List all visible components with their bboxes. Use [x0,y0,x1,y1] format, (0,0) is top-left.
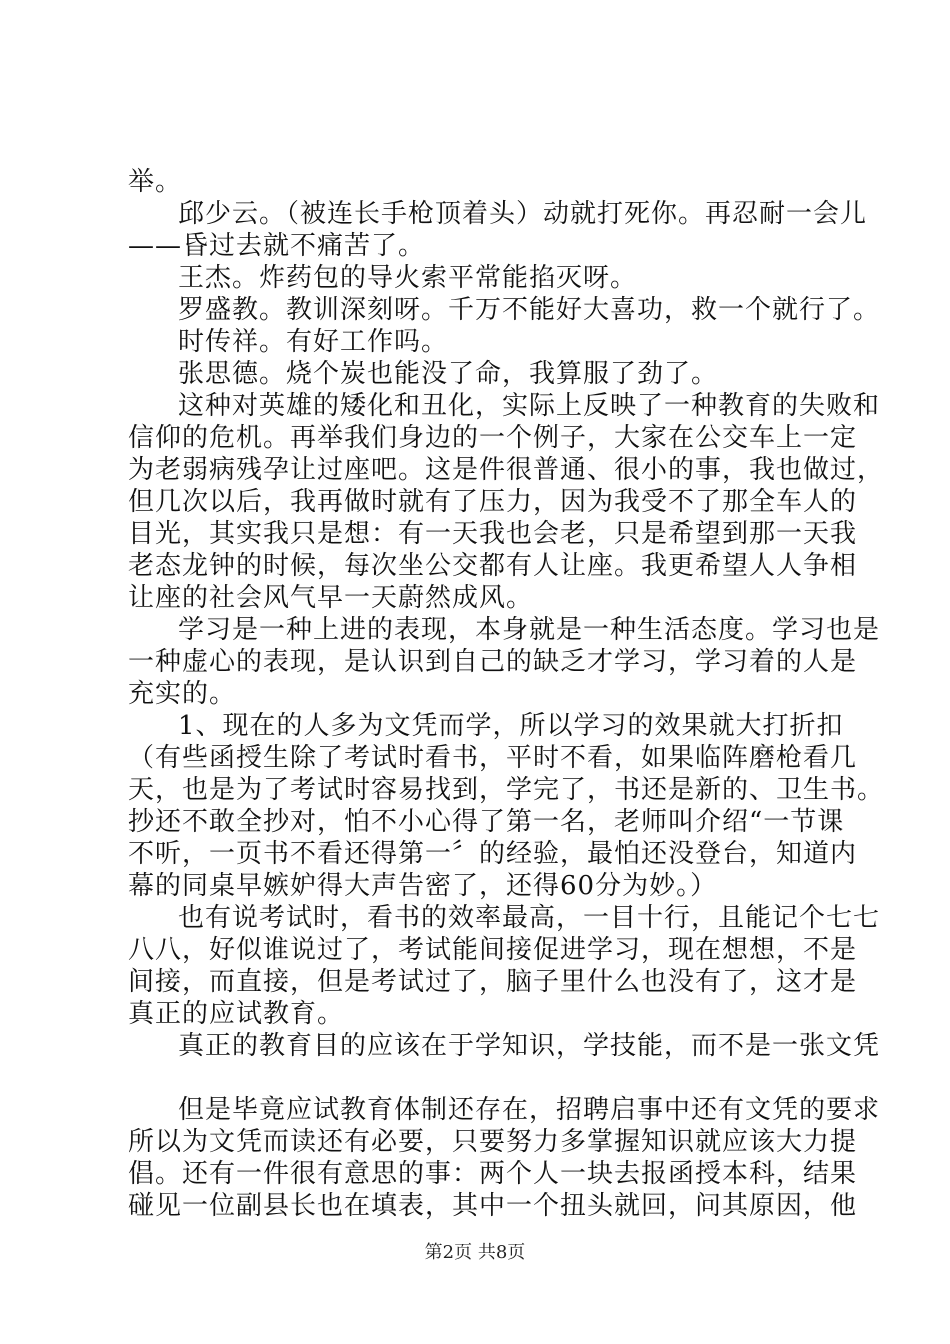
text-line: 举。 [128,167,183,197]
text-line: 张思德。烧个炭也能没了命，我算服了劲了。 [178,359,719,389]
text-line: 也有说考试时，看书的效率最高，一目十行，且能记个七七 [178,903,881,933]
text-line: 但是毕竟应试教育体制还存在，招聘启事中还有文凭的要求 [178,1095,881,1125]
text-line: 王杰。炸药包的导火索平常能掐灭呀。 [178,263,638,293]
body-text [128,166,885,1222]
text-line: 抄还不敢全抄对，怕不小心得了第一名，老师叫介绍“一节课 [128,807,845,837]
text-line: 真正的应试教育。 [128,999,345,1029]
text-line [128,1062,838,1094]
text-line: 邱少云。（被连长手枪顶着头）动就打死你。再忍耐一会儿 [178,199,868,229]
text-line: ——昏过去就不痛苦了。 [128,231,426,261]
text-line: 老态龙钟的时候，每次坐公交都有人让座。我更希望人人争相 [128,551,858,581]
text-line: 间接，而直接，但是考试过了，脑子里什么也没有了，这才是 [128,967,858,997]
text-line: 八八，好似谁说过了，考试能间接促进学习，现在想想，不是 [128,935,858,965]
text-line: 罗盛教。教训深刻呀。千万不能好大喜功，救一个就行了。 [178,295,881,325]
text-line: 这种对英雄的矮化和丑化，实际上反映了一种教育的失败和 [178,391,881,421]
text-line: 不听，一页书不看还得第一〞的经验，最怕还没登台，知道内 [128,839,858,869]
text-line: 天，也是为了考试时容易找到，学完了，书还是新的、卫生书。 [128,775,885,805]
text-line: 信仰的危机。再举我们身边的一个例子，大家在公交车上一定 [128,423,858,453]
text-line: 1、现在的人多为文凭而学，所以学习的效果就大打折扣 [178,711,844,741]
text-line: 倡。还有一件很有意思的事：两个人一块去报函授本科，结果 [128,1159,858,1189]
text-line: 让座的社会风气早一天蔚然成风。 [128,583,534,613]
text-line: 学习是一种上进的表现，本身就是一种生活态度。学习也是 [178,615,881,645]
text-line: 目光，其实我只是想：有一天我也会老，只是希望到那一天我 [128,519,858,549]
page-footer: 第2页 共8页 [424,1242,526,1263]
text-line: 时传祥。有好工作吗。 [178,327,449,357]
text-line: 幕的同桌早嫉妒得大声告密了，还得60分为妙。） [128,871,718,901]
text-line: 一种虚心的表现，是认识到自己的缺乏才学习，学习着的人是 [128,647,858,677]
text-line: 所以为文凭而读还有必要，只要努力多掌握知识就应该大力提 [128,1127,858,1157]
text-line: 但几次以后，我再做时就有了压力，因为我受不了那全车人的 [128,487,858,517]
text-line: 碰见一位副县长也在填表，其中一个扭头就回，问其原因，他 [128,1191,858,1221]
text-line: （有些函授生除了考试时看书，平时不看，如果临阵磨枪看几 [128,743,858,773]
text-line: 真正的教育目的应该在于学知识，学技能，而不是一张文凭 [178,1031,881,1061]
text-line: 为老弱病残孕让过座吧。这是件很普通、很小的事，我也做过， [128,455,885,485]
text-line: 充实的。 [128,679,237,709]
